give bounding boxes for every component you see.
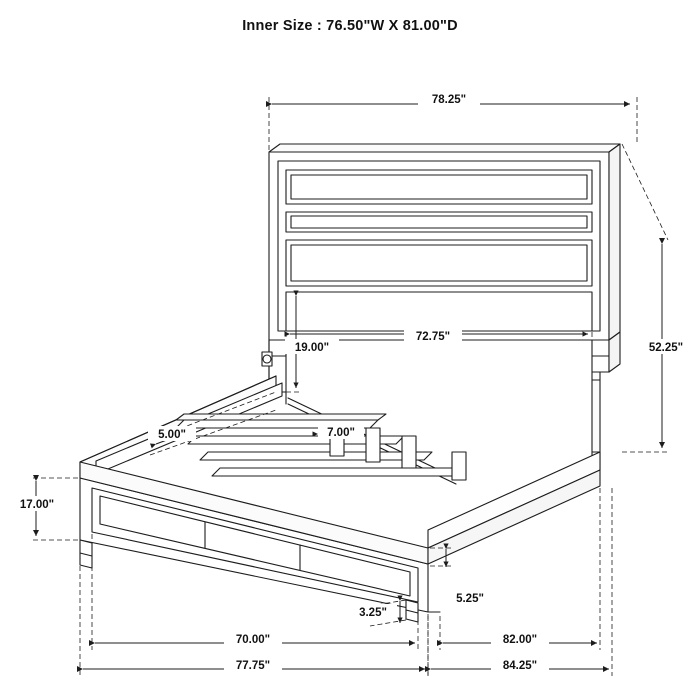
page-title: Inner Size : 76.50"W X 81.00"D xyxy=(242,18,458,34)
dim-footboard-inner-width: 70.00" xyxy=(235,634,271,646)
headboard-panel xyxy=(269,144,620,392)
dim-rail-height: 5.25" xyxy=(456,593,484,605)
dim-headboard-clearance: 19.00" xyxy=(294,342,330,354)
dim-headboard-height: 52.25" xyxy=(648,342,684,354)
dim-footboard-outer-width: 77.75" xyxy=(235,660,271,672)
dim-side-inner-depth: 82.00" xyxy=(502,634,538,646)
dim-side-rail-width: 5.00" xyxy=(158,429,186,441)
dim-inner-headboard-width: 72.75" xyxy=(415,331,451,343)
dim-slat-width: 7.00" xyxy=(327,427,355,439)
footboard-panel xyxy=(80,452,600,622)
bed-frame-slats xyxy=(80,352,600,484)
dim-footboard-height: 17.00" xyxy=(19,499,55,511)
dim-side-outer-depth: 84.25" xyxy=(502,660,538,672)
dim-headboard-width: 78.25" xyxy=(431,94,467,106)
dim-foot-height: 3.25" xyxy=(359,607,387,619)
